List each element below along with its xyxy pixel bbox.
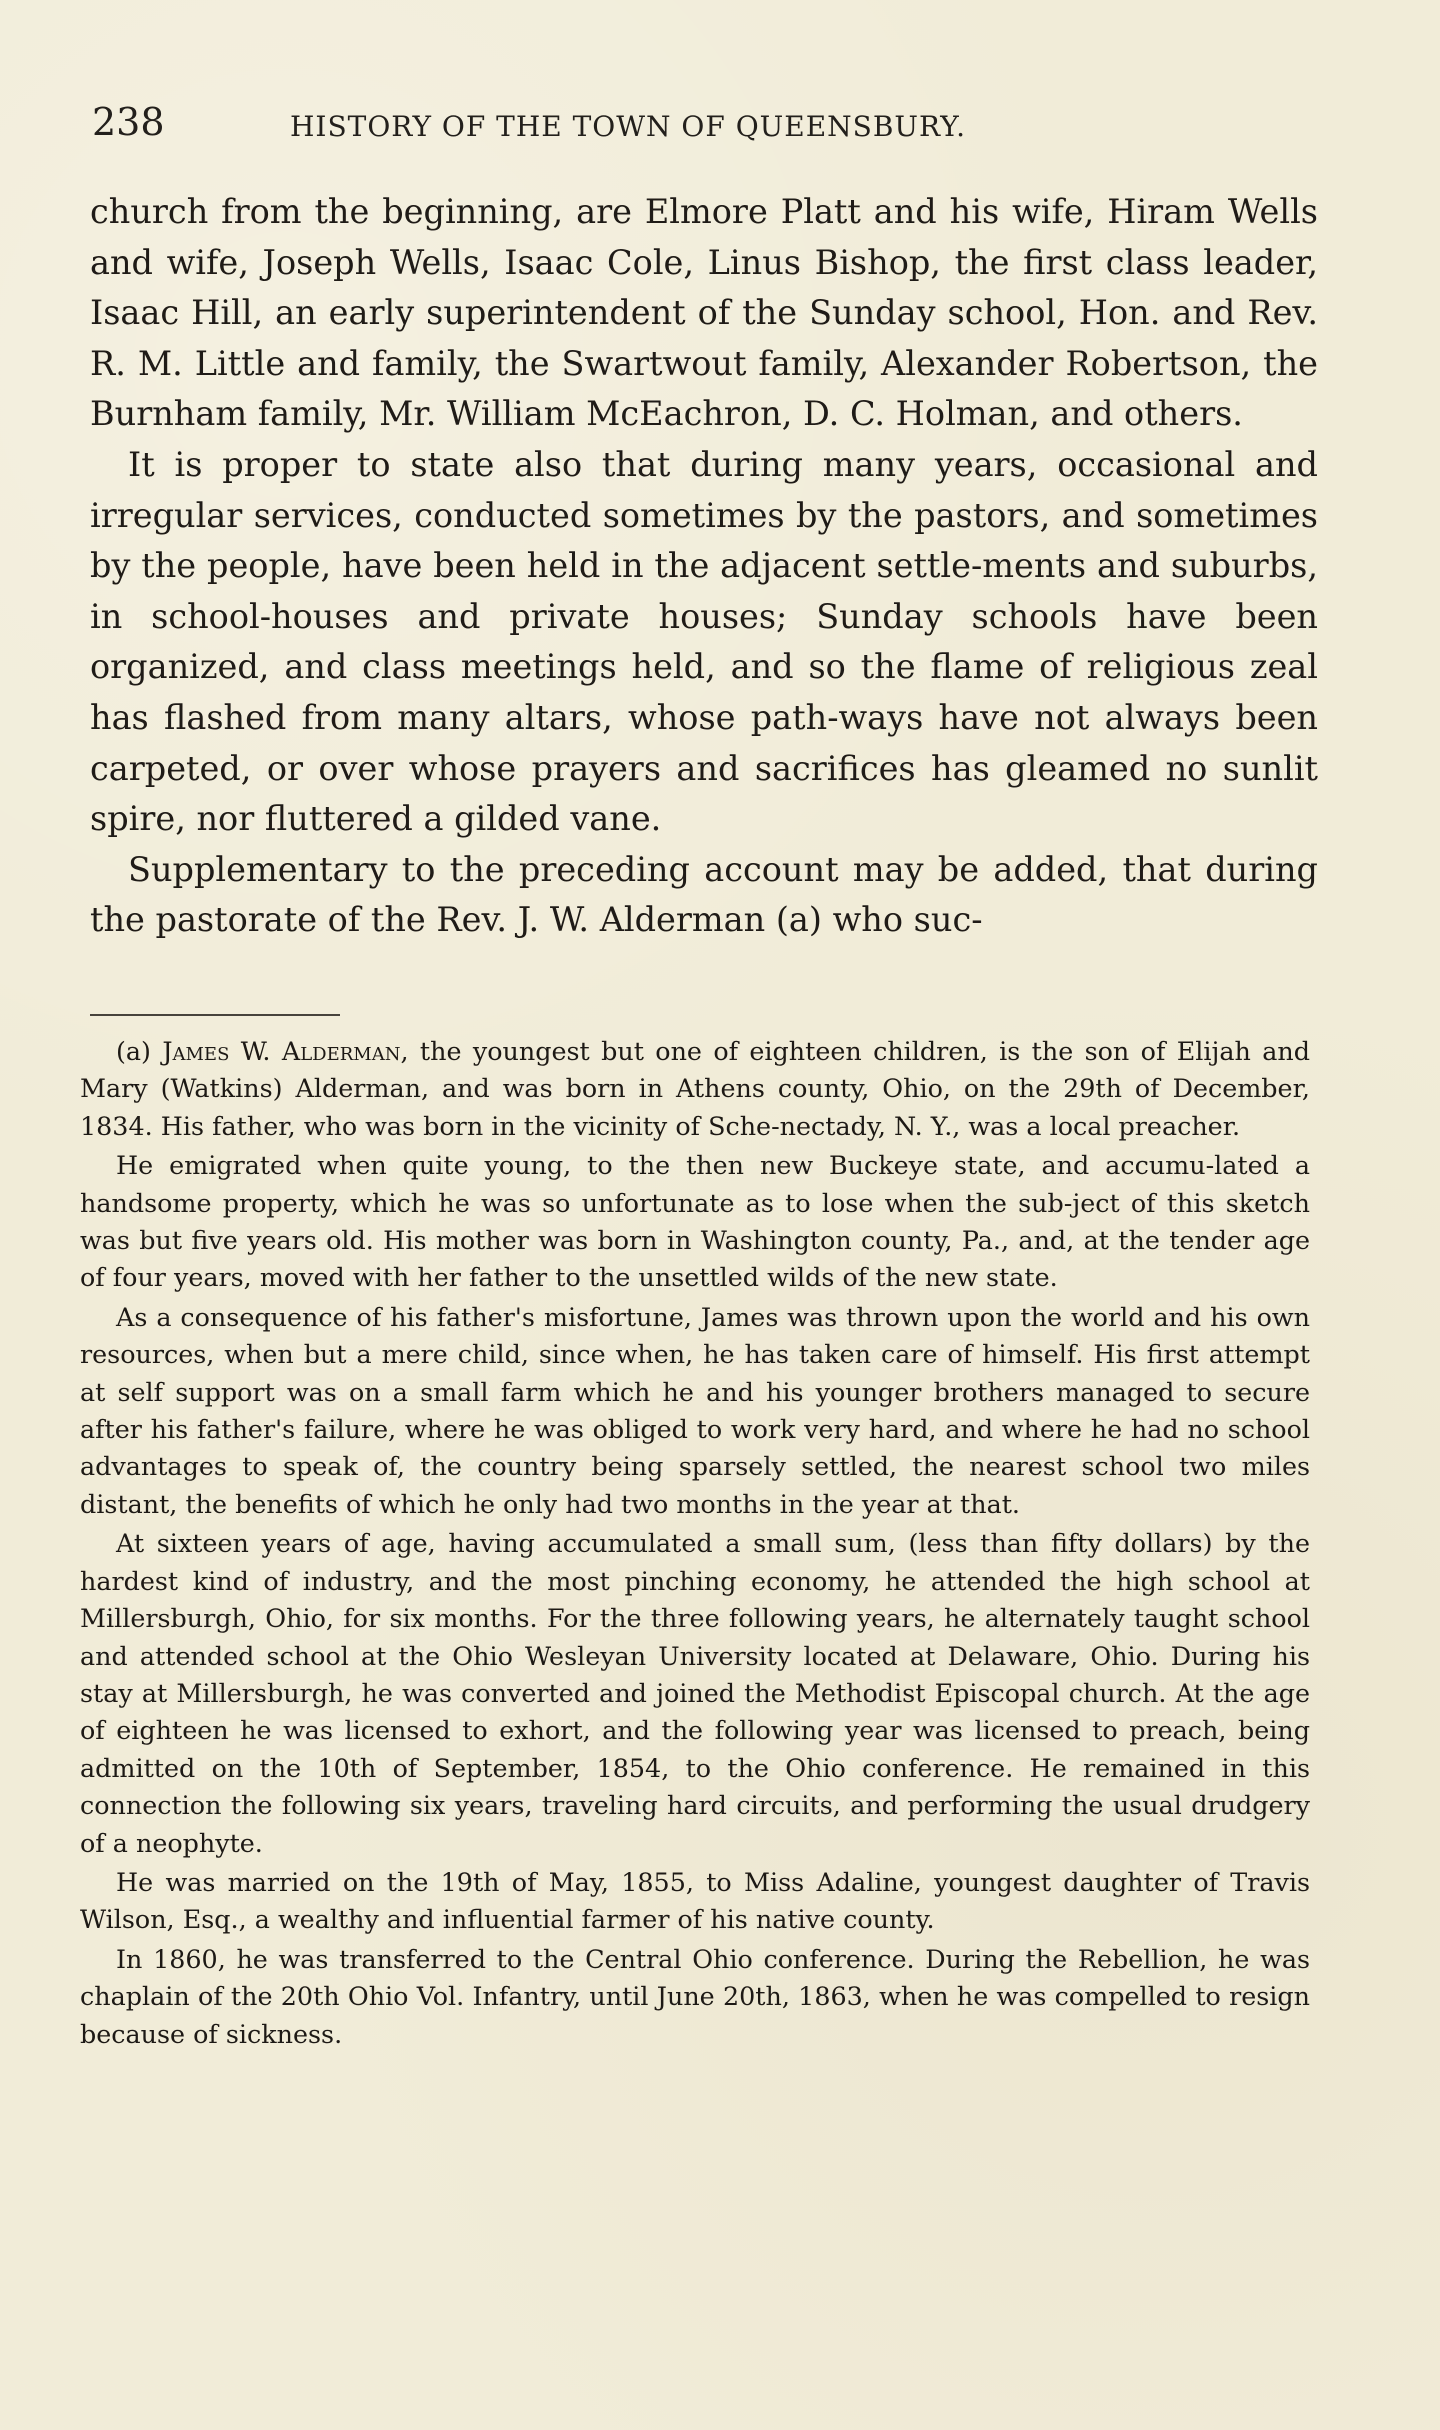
body-paragraph: Supplementary to the preceding account may be added, that during the pastorate of the Rev. J. W. Alderman (a) who suc- bbox=[90, 849, 1318, 940]
body-paragraph: It is proper to state also that during many years, occasional and irregular services, conducted sometimes by the pastors, and sometimes by the people, have been held in the adjacent settle-ments and suburbs, in school-houses and private houses; Sunday schools have been organized, and class meetings held, and so the flame of religious zeal has flashed from many altars, whose path-ways have not always been carpeted, or over whose prayers and sacrifices has gleamed no sunlit spire, nor fluttered a gilded vane. bbox=[90, 444, 1318, 839]
footnotes bbox=[80, 1033, 1310, 2053]
body-paragraph: church from the beginning, are Elmore Platt and his wife, Hiram Wells and wife, Joseph Wells, Isaac Cole, Linus Bishop, the first class leader, Isaac Hill, an early superintendent of the Sunday school, Hon. and Rev. R. M. Little and family, the Swartwout family, Alexander Robertson, the Burnham family, Mr. William McEachron, D. C. Holman, and others. bbox=[90, 192, 1318, 434]
page-number: 238 bbox=[92, 100, 165, 144]
footnote-paragraph: He was married on the 19th of May, 1855, to Miss Adaline, youngest daughter of Travis Wilson, Esq., a wealthy and influential farmer of his native county. bbox=[80, 1866, 1310, 1935]
running-head bbox=[92, 100, 1312, 151]
footnote-name: James W. Alderman, bbox=[162, 1036, 409, 1066]
footnote-separator bbox=[90, 1014, 340, 1016]
footnote-paragraph: At sixteen years of age, having accumulated a small sum, (less than fifty dollars) by the hardest kind of industry, and the most pinching economy, he attended the high school at Millersburgh, Ohio, for six months. For the three following years, he alternately taught school and attended school at the Ohio Wesleyan University located at Delaware, Ohio. During his stay at Millersburgh, he was converted and joined the Methodist Episcopal church. At the age of eighteen he was licensed to exhort, and the following year was licensed to preach, being admitted on the 10th of September, 1854, to the Ohio conference. He remained in this connection the following six years, traveling hard circuits, and performing the usual drudgery of a neophyte. bbox=[80, 1528, 1310, 1858]
footnote-paragraph: In 1860, he was transferred to the Central Ohio conference. During the Rebellion, he was chaplain of the 20th Ohio Vol. Infantry, until June 20th, 1863, when he was compelled to resign because of sickness. bbox=[80, 1943, 1310, 2049]
footnote-paragraph: As a consequence of his father's misfortune, James was thrown upon the world and his own resources, when but a mere child, since when, he has taken care of himself. His first attempt at self support was on a small farm which he and his younger brothers managed to secure after his father's failure, where he was obliged to work very hard, and where he had no school advantages to speak of, the country being sparsely settled, the nearest school two miles distant, the benefits of which he only had two months in the year at that. bbox=[80, 1301, 1310, 1519]
footnote-paragraph: He emigrated when quite young, to the then new Buckeye state, and accumu-lated a handsome property, which he was so unfortunate as to lose when the sub-ject of this sketch was but five years old. His mother was born in Washington county, Pa., and, at the tender age of four years, moved with her father to the unsettled wilds of the new state. bbox=[80, 1150, 1310, 1293]
footnote-marker: (a) bbox=[116, 1036, 151, 1066]
main-text bbox=[90, 187, 1318, 946]
footnote-text: the youngest but one of eighteen children, is the son of Elijah and Mary (Watkins) Alderman, and was born in Athens county, Ohio, on the 29th of December, 1834. His father, who was born in the vicinity of Sche-nectady, N. Y., was a local preacher. bbox=[80, 1036, 1310, 1141]
running-title: HISTORY OF THE TOWN OF QUEENSBURY. bbox=[290, 110, 966, 143]
footnote-paragraph bbox=[80, 1033, 1310, 1145]
